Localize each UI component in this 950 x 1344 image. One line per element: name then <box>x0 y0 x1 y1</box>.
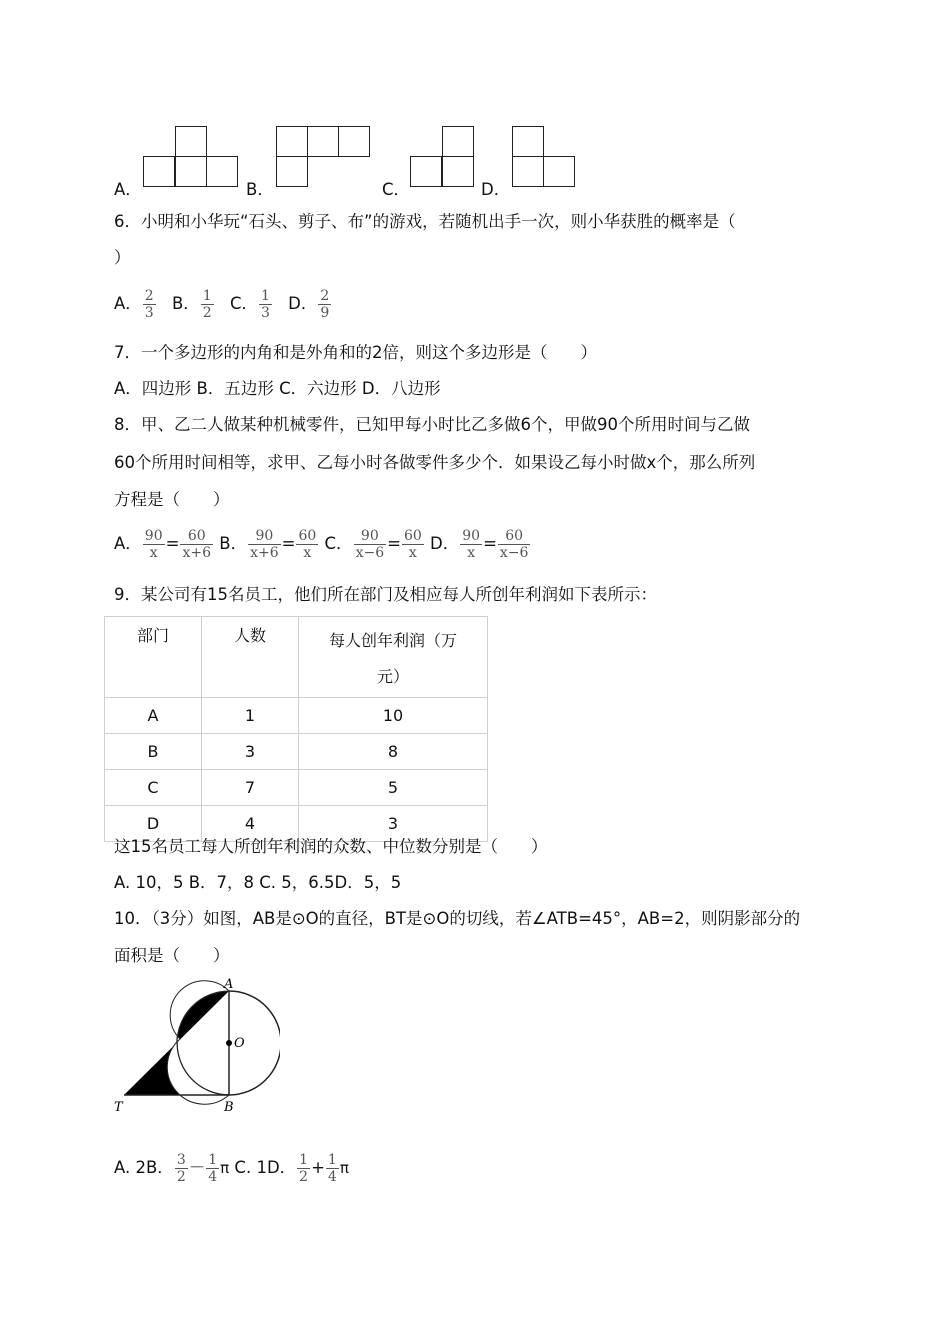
point-t-label: T <box>114 1100 123 1115</box>
q10-line-2: 面积是（ ） <box>114 946 230 965</box>
q6-option-c-fraction: $\frac{1}{3}$ <box>261 288 270 321</box>
table-cell: 3 <box>299 806 488 842</box>
q5-option-c-label: C． <box>382 180 411 199</box>
table-cell: C <box>105 770 202 806</box>
q8-line-1: 8．甲、乙二人做某种机械零件，已知甲每小时比乙多做6个，甲做90个所用时间与乙做 <box>114 415 750 434</box>
q6-options <box>114 288 332 321</box>
q6-text-cont: ） <box>114 248 131 267</box>
q6-option-c-label: C． <box>229 294 258 313</box>
q9-text: 9．某公司有15名员工，他们所在部门及相应每人所创年利润如下表所示： <box>114 585 657 604</box>
q5-option-b-label: B． <box>246 180 274 199</box>
table-header-row <box>105 617 488 698</box>
q6-option-b-label: B． <box>171 294 200 313</box>
q8-option-b-label: B． <box>219 534 248 553</box>
table-cell: B <box>105 734 202 770</box>
q8-options: A． $\frac{90}{x}$ = $\frac{60}{x+6}$ B． $\frac{90}{x+6}$ = $\frac{60}{x}$ C． $\frac{90}{x-6}$ = $\frac{60}{x}$ D． $\frac{90}{x}$ = $\frac{60}{x-6}$ <box>114 528 529 561</box>
table-cell: 8 <box>299 734 488 770</box>
table-header-cell: 人数 <box>202 617 299 698</box>
table-cell: 5 <box>299 770 488 806</box>
q5-option-d-label: D． <box>481 180 511 199</box>
q10-line-1: 10．（3分）如图，AB是⊙O的直径，BT是⊙O的切线，若∠ATB=45°，AB=2，则阴影部分的 <box>114 909 801 928</box>
q9-table <box>104 616 488 842</box>
q6-option-d-fraction: $\frac{2}{9}$ <box>320 288 330 321</box>
table-cell: 10 <box>299 698 488 734</box>
q8-line-2: 60个所用时间相等，求甲、乙每小时各做零件多少个．如果设乙每小时做x个，那么所列 <box>114 453 756 472</box>
q9-options: A. 10，5 B．7，8 C. 5，6.5D．5，5 <box>114 873 402 892</box>
q9-question: 这15名员工每人所创年利润的众数、中位数分别是（ ） <box>114 837 548 856</box>
table-row <box>105 734 488 770</box>
q5-option-a-label: A． <box>114 180 142 199</box>
q6-option-a-label: A． <box>114 294 142 313</box>
table-row <box>105 698 488 734</box>
q8-option-c-label: C． <box>324 534 353 553</box>
table-row <box>105 770 488 806</box>
q6-option-d-label: D． <box>288 294 318 313</box>
q10-figure <box>110 975 280 1115</box>
q10-option-ab-label: A. 2B． <box>114 1158 174 1177</box>
point-b-label: B <box>224 1100 234 1115</box>
point-a-label: A <box>224 977 234 992</box>
q8-option-d-label: D． <box>430 534 460 553</box>
table-cell: 4 <box>202 806 299 842</box>
table-header-cell: 部门 <box>105 617 202 698</box>
q8-option-a-label: A． <box>114 534 142 553</box>
point-o-label: O <box>234 1036 245 1051</box>
q10-options: A. 2B． $\frac{3}{2}$ － $\frac{1}{4}$ π C. 1D． $\frac{1}{2}$ + $\frac{1}{4}$ π <box>114 1152 349 1185</box>
table-header-cell: 每人创年利润（万 元） <box>299 617 488 698</box>
q7-text: 7．一个多边形的内角和是外角和的2倍，则这个多边形是（ ） <box>114 343 597 362</box>
table-cell: 3 <box>202 734 299 770</box>
q7-options: A．四边形 B．五边形 C．六边形 D．八边形 <box>114 379 441 398</box>
table-cell: 7 <box>202 770 299 806</box>
q6-option-b-fraction: $\frac{1}{2}$ <box>202 288 212 321</box>
q6-text: 6．小明和小华玩“石头、剪子、布”的游戏，若随机出手一次，则小华获胜的概率是（ <box>114 212 736 231</box>
q6-option-a-fraction: $\frac{2}{3}$ <box>144 288 154 321</box>
table-cell: D <box>105 806 202 842</box>
table-cell: A <box>105 698 202 734</box>
table-cell: 1 <box>202 698 299 734</box>
q10-option-cd-label: C. 1D． <box>229 1158 297 1177</box>
q8-line-3: 方程是（ ） <box>114 490 230 509</box>
